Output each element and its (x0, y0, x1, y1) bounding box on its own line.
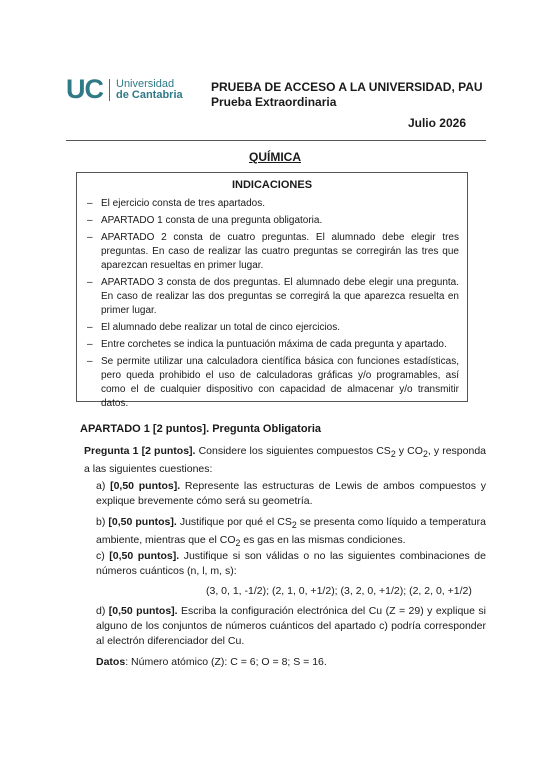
question-intro (84, 444, 486, 477)
subscript: 2 (422, 449, 428, 460)
subscript: 2 (291, 520, 297, 531)
quantum-numbers: (3, 0, 1, -1/2); (2, 1, 0, +1/2); (3, 2, 0, +1/2); (2, 2, 0, +1/2) (206, 585, 472, 597)
item-points: [0,50 puntos]. (108, 605, 178, 617)
item-text: Escriba la configuración electrónica del Cu (Z = 29) y explique si alguno de los conjuntos de números cuánticos del apartado c) podría corresponder al electrón diferenciador del Cu. (96, 605, 486, 647)
indication-text: Se permite utilizar una calculadora científica básica con funciones estadísticas, pero queda prohibido el uso de calculadoras gráficas y/o programables, así como el de cualquier dispositivo con capacidad de almacenar y/o transmitir datos. (101, 356, 459, 409)
logo-divider (109, 79, 110, 101)
subquestion-a (96, 479, 486, 509)
exam-title: PRUEBA DE ACCESO A LA UNIVERSIDAD, PAU (211, 80, 483, 94)
subject-label: QUÍMICA (249, 150, 301, 164)
indication-text: APARTADO 3 consta de dos preguntas. El alumnado debe elegir una pregunta. En caso de realizar las dos preguntas se corregirá la que aparezca resuelta en primer lugar. (101, 277, 459, 316)
item-prefix: d) (96, 605, 109, 617)
item-prefix: a) (96, 480, 111, 492)
subject-heading (0, 150, 550, 164)
subquestion-b (96, 515, 486, 551)
item-text: es gas en las mismas condiciones. (240, 534, 406, 547)
data-text: : Número atómico (Z): C = 6; O = 8; S = 16. (125, 656, 327, 668)
item-prefix: b) (96, 516, 109, 528)
indication-text: El ejercicio consta de tres apartados. (101, 198, 265, 209)
question-label: Pregunta 1 [2 puntos]. (84, 445, 196, 457)
question-text: y CO (395, 445, 423, 457)
indication-text: APARTADO 1 consta de una pregunta obligatoria. (101, 215, 323, 226)
indication-item: – El ejercicio consta de tres apartados. (87, 198, 265, 209)
indication-item: – El alumnado debe realizar un total de cinco ejercicios. (87, 322, 341, 333)
exam-date: Julio 2026 (407, 116, 466, 130)
subscript: 2 (390, 449, 396, 460)
indication-item: – APARTADO 1 consta de una pregunta obligatoria. (87, 215, 323, 226)
indication-item: – Se permite utilizar una calculadora científica básica con funciones estadísticas, pero queda prohibido el uso de calculadoras gráficas y/o programables, así como el de cualquier dispositivo con capacidad de almacenar y/o transmitir datos. (87, 356, 459, 409)
indications-list (87, 197, 459, 414)
data-label: Datos (96, 656, 126, 668)
question-text: , y responda a las siguientes cuestiones: (84, 445, 486, 476)
question-text: Considere los siguientes compuestos CS (195, 445, 391, 457)
item-points: [0,50 puntos]. (110, 480, 181, 492)
indications-box (76, 172, 468, 409)
item-text: Justifique si son válidas o no las siguientes combinaciones de números cuánticos (n, l, m, s): (96, 550, 486, 577)
indication-text: APARTADO 2 consta de cuatro preguntas. El alumnado debe elegir tres preguntas. En caso de realizar las cuatro preguntas se corregirán las tres que aparezcan resueltas en primer lugar. (101, 232, 459, 271)
indication-item: – APARTADO 3 consta de dos preguntas. El alumnado debe elegir una pregunta. En caso de realizar las dos preguntas se corregirá la que aparezca resuelta en primer lugar. (87, 277, 459, 316)
item-points: [0,50 puntos]. (108, 516, 177, 528)
university-logo-line2: de Cantabria (116, 89, 183, 101)
exam-subtitle: Prueba Extraordinaria (211, 95, 337, 109)
section-title: APARTADO 1 [2 puntos]. Pregunta Obligatoria (80, 423, 321, 435)
indication-text: El alumnado debe realizar un total de cinco ejercicios. (101, 322, 341, 333)
university-logo-mark: UC (66, 74, 103, 104)
subscript: 2 (235, 538, 241, 549)
indications-title: INDICACIONES (231, 179, 313, 191)
item-text: se presenta como líquido a temperatura ambiente, mientras que el CO (96, 516, 486, 547)
subquestion-d (96, 604, 486, 649)
indication-item: – Entre corchetes se indica la puntuación máxima de cada pregunta y apartado. (87, 339, 447, 350)
item-text: Represente las estructuras de Lewis de ambos compuestos y explique brevemente cómo será su geometría. (96, 480, 486, 507)
header-divider (66, 140, 486, 141)
university-logo-line1: Universidad (116, 78, 175, 90)
data-note (96, 656, 327, 668)
indication-text: Entre corchetes se indica la puntuación máxima de cada pregunta y apartado. (101, 339, 447, 350)
item-text: Justifique por qué el CS (176, 516, 292, 528)
subquestion-c (96, 549, 486, 579)
item-points: [0,50 puntos]. (109, 550, 180, 562)
item-prefix: c) (96, 550, 110, 562)
indication-item: – APARTADO 2 consta de cuatro preguntas. El alumnado debe elegir tres preguntas. En caso de realizar las cuatro preguntas se corregirán las tres que aparezcan resueltas en primer lugar. (87, 232, 459, 271)
